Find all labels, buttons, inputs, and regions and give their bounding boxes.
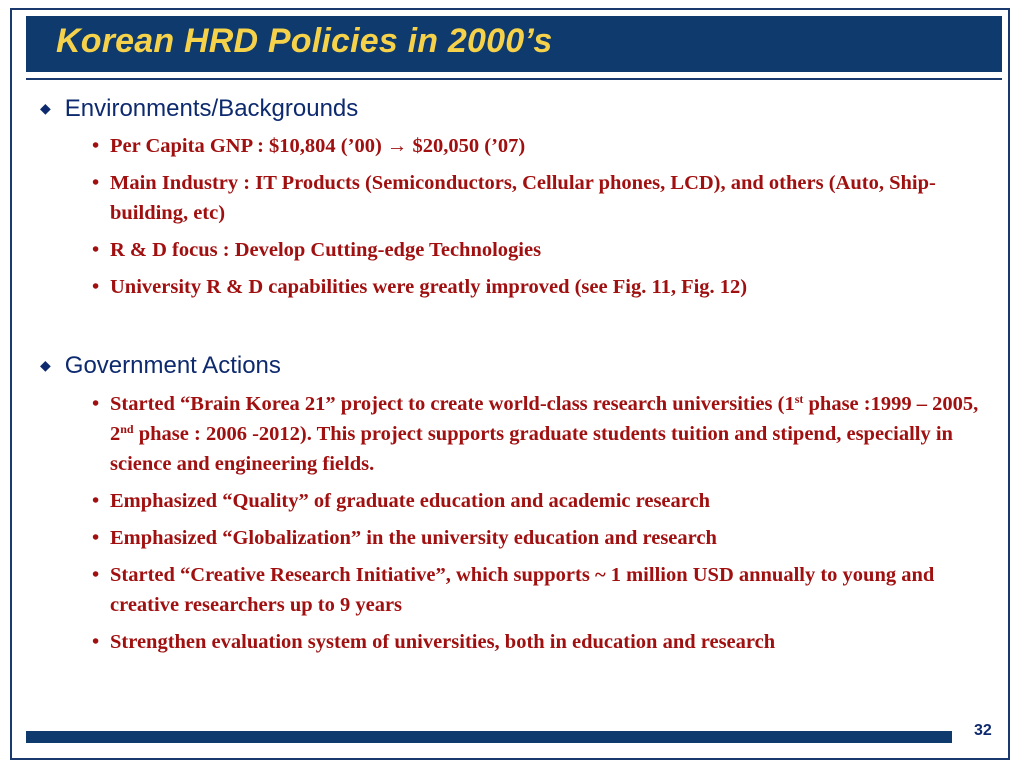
list-item: • Strengthen evaluation system of universities, both in education and research [92, 631, 776, 653]
list-item: • R & D focus : Develop Cutting-edge Technologies [92, 239, 542, 261]
title-divider [26, 78, 1002, 80]
diamond-bullet-icon: ◆ [40, 356, 51, 373]
footer-bar [26, 731, 952, 743]
list-item: • Started “Brain Korea 21” project to create world-class research universities (1st phase :1999 – 2005, 2nd phase : 2006 -2012). This project supports graduate students tuition and stipend, especially in science and engineering fields. [92, 392, 979, 475]
list-item: • Started “Creative Research Initiative”, which supports ~ 1 million USD annually to young and creative researchers up to 9 years [92, 564, 935, 616]
section-heading-text: Environments/Backgrounds [64, 95, 359, 122]
list-item: • Emphasized “Quality” of graduate education and academic research [92, 490, 710, 512]
page-number: 32 [974, 722, 992, 739]
list-item: • Per Capita GNP : $10,804 (’00) → $20,050 (’07) [92, 135, 526, 157]
bullet-list-government [92, 389, 992, 664]
section-heading-environments [40, 95, 358, 123]
section-heading-text: Government Actions [64, 352, 281, 379]
bullet-list-environments [92, 131, 992, 309]
slide-title: Korean HRD Policies in 2000’s [56, 22, 553, 60]
diamond-bullet-icon: ◆ [40, 99, 51, 116]
section-heading-government [40, 352, 281, 380]
list-item: • Emphasized “Globalization” in the university education and research [92, 527, 717, 549]
list-item: • Main Industry : IT Products (Semiconductors, Cellular phones, LCD), and others (Auto, Ship-building, etc) [92, 172, 936, 224]
list-item: • University R & D capabilities were greatly improved (see Fig. 11, Fig. 12) [92, 276, 748, 298]
